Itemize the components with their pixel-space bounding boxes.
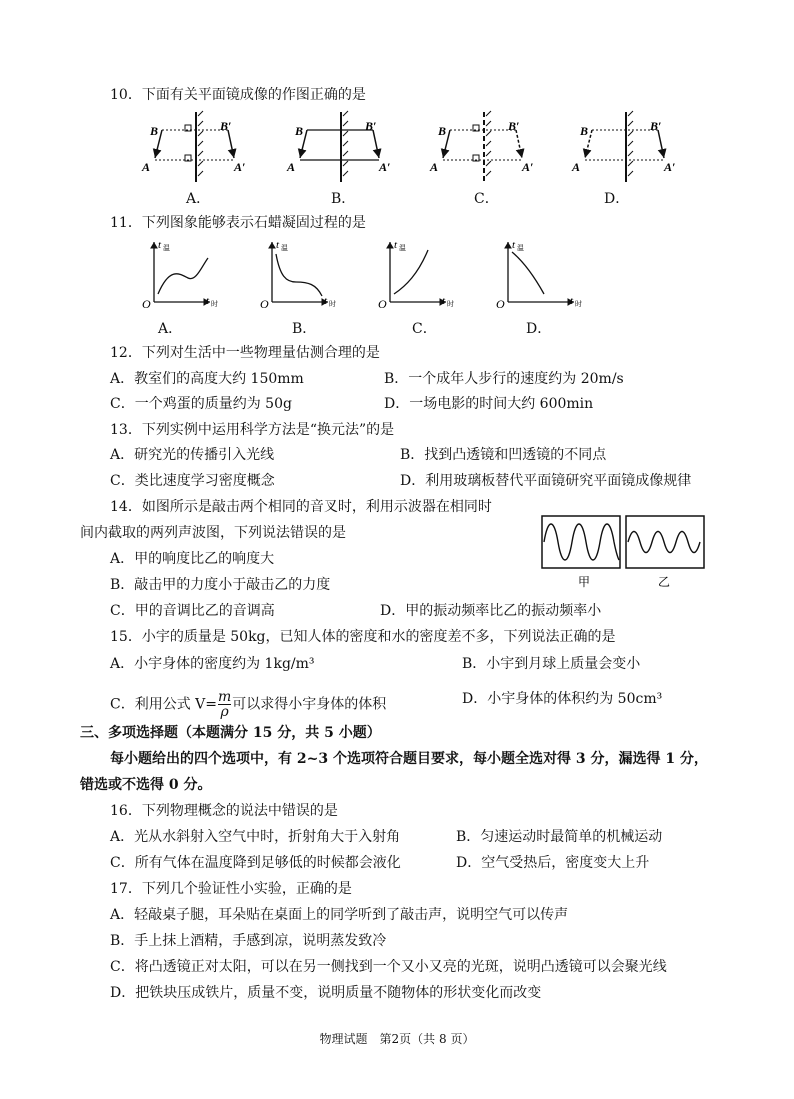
svg-text:温: 温	[163, 244, 170, 252]
section3-instructions-2: 错选或不选得 0 分。	[80, 777, 212, 793]
q13-option-c: C．类比速度学习密度概念	[110, 473, 275, 489]
q15-stem: 15．小宇的质量是 50kg，已知人体的密度和水的密度差不多，下列说法正确的是	[110, 629, 616, 645]
q10-option-d: D．	[604, 191, 630, 207]
section3-title: 三、多项选择题（本题满分 15 分，共 5 小题）	[80, 725, 381, 741]
svg-text:温: 温	[399, 244, 406, 252]
q17-option-a: A．轻敲桌子腿，耳朵贴在桌面上的同学听到了敲击声，说明空气可以传声	[110, 907, 569, 923]
q15-option-c: C．利用公式 V= $\frac{m}{\rho}$ 可以求得小宇身体的体积	[110, 689, 387, 720]
label-b: B	[150, 124, 159, 138]
q10-option-b: B．	[331, 191, 356, 207]
svg-text:时: 时	[575, 300, 582, 308]
q10-option-c: C．	[474, 191, 499, 207]
q10-mirror-figures	[140, 108, 740, 186]
label-a: A	[142, 160, 151, 174]
svg-text:温: 温	[517, 244, 524, 252]
q10-stem: 10．下面有关平面镜成像的作图正确的是	[110, 87, 366, 103]
q16-option-a: A．光从水斜射入空气中时，折射角大于入射角	[110, 829, 401, 845]
waveform-label-yi: 乙	[658, 575, 671, 589]
svg-text:O: O	[260, 297, 269, 311]
q11-graph-c	[378, 239, 454, 311]
q14-stem-line2: 间内截取的两列声波图，下列说法错误的是	[80, 525, 346, 541]
q10-figure-b	[286, 111, 390, 182]
q11-stem: 11．下列图象能够表示石蜡凝固过程的是	[110, 215, 366, 231]
section3-instructions-1: 每小题给出的四个选项中，有 2~3 个选项符合题目要求，每小题全选对得 3 分，漏选得 1 分，	[110, 751, 708, 767]
q15-option-a: A．小宇身体的密度约为 1kg/m³	[110, 656, 315, 672]
svg-text:t: t	[206, 295, 210, 307]
q10-option-a: A．	[186, 191, 211, 207]
q14-option-d: D．甲的振动频率比乙的振动频率小	[380, 603, 602, 619]
svg-text:A′: A′	[664, 160, 676, 174]
svg-text:t: t	[570, 295, 574, 307]
q10-figure-d	[571, 111, 675, 182]
svg-text:t: t	[276, 239, 280, 251]
q11-graph-b	[260, 239, 336, 311]
svg-text:A′: A′	[379, 160, 391, 174]
waveform-label-jia: 甲	[578, 575, 591, 589]
svg-text:A: A	[572, 160, 581, 174]
q11-option-c: C．	[412, 321, 437, 337]
svg-text:时: 时	[447, 300, 454, 308]
svg-text:t: t	[394, 239, 398, 251]
q17-option-c: C．将凸透镜正对太阳，可以在另一侧找到一个又小又亮的光斑，说明凸透镜可以会聚光线	[110, 959, 667, 975]
q11-graphs	[140, 236, 600, 316]
q12-option-c: C．一个鸡蛋的质量约为 50g	[110, 396, 292, 412]
q17-option-d: D．把铁块压成铁片，质量不变，说明质量不随物体的形状变化而改变	[110, 985, 542, 1001]
svg-text:A: A	[430, 160, 439, 174]
q11-option-b: B．	[292, 321, 317, 337]
q16-option-b: B．匀速运动时最简单的机械运动	[456, 829, 663, 845]
q14-option-b: B．敲击甲的力度小于敲击乙的力度	[110, 577, 331, 593]
q10-figure-a	[141, 111, 245, 182]
q12-stem: 12．下列对生活中一些物理量估测合理的是	[110, 345, 380, 361]
q11-graph-d	[496, 239, 582, 311]
q13-stem: 13．下列实例中运用科学方法是“换元法”的是	[110, 422, 395, 438]
q12-option-b: B．一个成年人步行的速度约为 20m/s	[384, 371, 624, 387]
svg-text:B: B	[295, 124, 304, 138]
q16-stem: 16．下列物理概念的说法中错误的是	[110, 803, 338, 819]
label-a-prime: A′	[234, 160, 246, 174]
svg-text:t: t	[324, 295, 328, 307]
svg-text:A: A	[287, 160, 296, 174]
label-b-prime: B′	[220, 119, 232, 133]
q14-option-a: A．甲的响度比乙的响度大	[110, 551, 275, 567]
svg-text:B′: B′	[508, 119, 520, 133]
formula-fraction: $\frac{m}{\rho}$	[218, 689, 232, 720]
q11-option-a: A．	[158, 321, 183, 337]
svg-text:t: t	[158, 239, 162, 251]
q12-option-d: D．一场电影的时间大约 600min	[384, 396, 594, 412]
q15-option-b: B．小宇到月球上质量会变小	[462, 656, 641, 672]
q13-option-b: B．找到凸透镜和凹透镜的不同点	[400, 447, 607, 463]
q13-option-d: D．利用玻璃板替代平面镜研究平面镜成像规律	[400, 473, 692, 489]
svg-text:B: B	[580, 124, 589, 138]
q13-option-a: A．研究光的传播引入光线	[110, 447, 275, 463]
q11-graph-a	[142, 239, 218, 311]
q16-option-d: D．空气受热后，密度变大上升	[456, 855, 650, 871]
waveform-jia	[542, 516, 620, 568]
q14-waveforms	[540, 514, 710, 594]
q10-figure-c	[429, 111, 533, 182]
svg-text:温: 温	[281, 244, 288, 252]
q15-option-d: D．小宇身体的体积约为 50cm³	[462, 691, 663, 707]
q14-option-c: C．甲的音调比乙的音调高	[110, 603, 275, 619]
page-footer: 物理试题 第2页（共 8 页）	[319, 1032, 475, 1046]
q11-option-d: D．	[526, 321, 552, 337]
svg-text:B′: B′	[365, 119, 377, 133]
svg-text:O: O	[142, 297, 151, 311]
svg-text:B′: B′	[650, 119, 662, 133]
svg-text:O: O	[378, 297, 387, 311]
svg-text:t: t	[442, 295, 446, 307]
q16-option-c: C．所有气体在温度降到足够低的时候都会液化	[110, 855, 401, 871]
q17-stem: 17．下列几个验证性小实验，正确的是	[110, 881, 352, 897]
q12-option-a: A．教室们的高度大约 150mm	[110, 371, 304, 387]
q14-stem-line1: 14．如图所示是敲击两个相同的音叉时，利用示波器在相同时	[110, 499, 492, 515]
q17-option-b: B．手上抹上酒精，手感到凉，说明蒸发致冷	[110, 933, 387, 949]
svg-text:B: B	[438, 124, 447, 138]
svg-text:O: O	[496, 297, 505, 311]
svg-text:A′: A′	[522, 160, 534, 174]
svg-text:t: t	[512, 239, 516, 251]
waveform-yi	[626, 516, 704, 568]
svg-text:时: 时	[211, 300, 218, 308]
svg-text:时: 时	[329, 300, 336, 308]
